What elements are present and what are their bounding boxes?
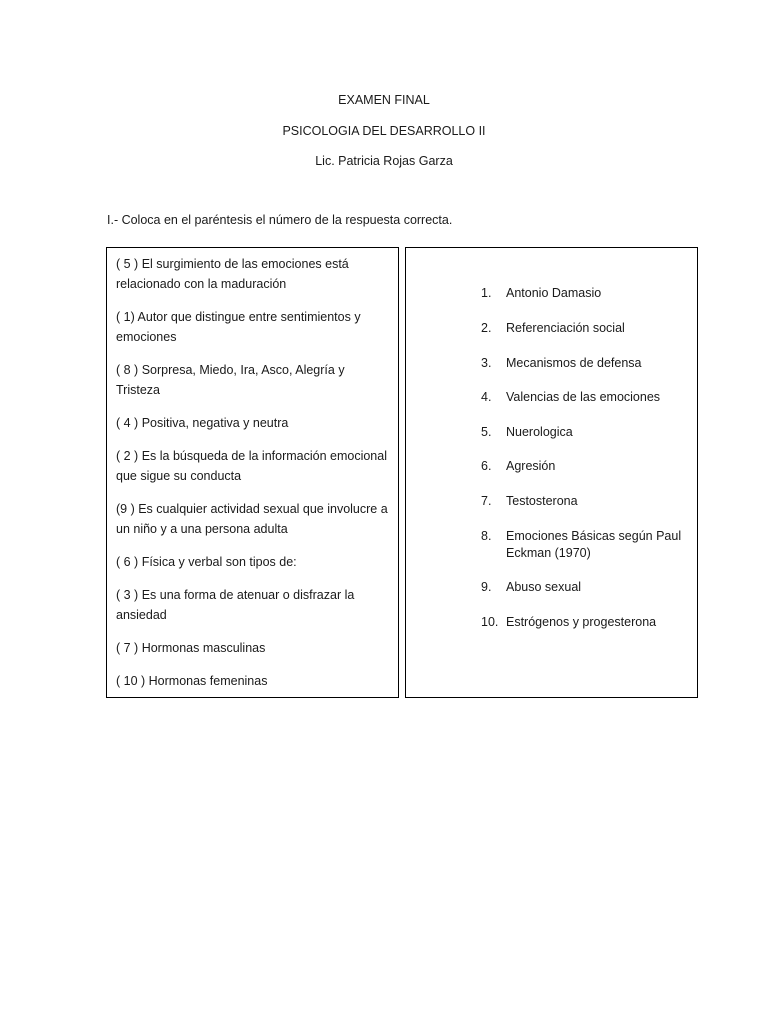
answer-text: Emociones Básicas según Paul Eckman (1970) [506,529,682,560]
answer-number: 3. [481,356,492,370]
answer-item [481,579,691,596]
answer-number: 9. [481,580,492,594]
exam-title: EXAMEN FINAL [338,93,430,107]
answer-item [481,355,691,372]
subject-title: PSICOLOGIA DEL DESARROLLO II [282,124,486,138]
instruction-text: I.- Coloca en el paréntesis el número de la respuesta correcta. [107,213,453,227]
answer-number: 2. [481,321,492,335]
answer-item [481,389,691,406]
questions-box [106,247,399,698]
answer-text: Estrógenos y progesterona [506,615,657,629]
answer-text: Nuerologica [506,425,573,439]
question-item: ( 1) Autor que distingue entre sentimientos y emociones [116,310,361,344]
question-item: ( 4 ) Positiva, negativa y neutra [116,416,289,430]
question-item: ( 6 ) Física y verbal son tipos de: [116,555,297,569]
teacher-name: Lic. Patricia Rojas Garza [315,154,453,168]
question-item: ( 10 ) Hormonas femeninas [116,674,268,688]
answer-text: Testosterona [506,494,578,508]
answer-item [481,458,691,475]
answer-text: Agresión [506,459,556,473]
answer-text: Abuso sexual [506,580,582,594]
answer-item [481,614,691,631]
answer-number: 1. [481,286,492,300]
answer-item [481,493,691,510]
question-item: ( 7 ) Hormonas masculinas [116,641,266,655]
answer-item [481,424,691,441]
answer-number: 6. [481,459,492,473]
question-item: ( 8 ) Sorpresa, Miedo, Ira, Asco, Alegría y Tristeza [116,363,345,397]
answer-text: Referenciación social [506,321,625,335]
answer-item [481,528,691,562]
answer-number: 10. [481,615,499,629]
answer-list [481,285,691,631]
question-item: ( 5 ) El surgimiento de las emociones está relacionado con la maduración [116,257,349,291]
answer-text: Valencias de las emociones [506,390,661,404]
answer-number: 4. [481,390,492,404]
answer-number: 5. [481,425,492,439]
answers-box [405,247,698,698]
answer-item [481,285,691,302]
answer-text: Antonio Damasio [506,286,602,300]
answer-text: Mecanismos de defensa [506,356,642,370]
answer-item [481,320,691,337]
question-item: ( 3 ) Es una forma de atenuar o disfrazar la ansiedad [116,588,355,622]
question-item: (9 ) Es cualquier actividad sexual que involucre a un niño y a una persona adulta [116,502,388,536]
question-item: ( 2 ) Es la búsqueda de la información emocional que sigue su conducta [116,449,387,483]
answer-number: 7. [481,494,492,508]
answer-number: 8. [481,529,492,543]
